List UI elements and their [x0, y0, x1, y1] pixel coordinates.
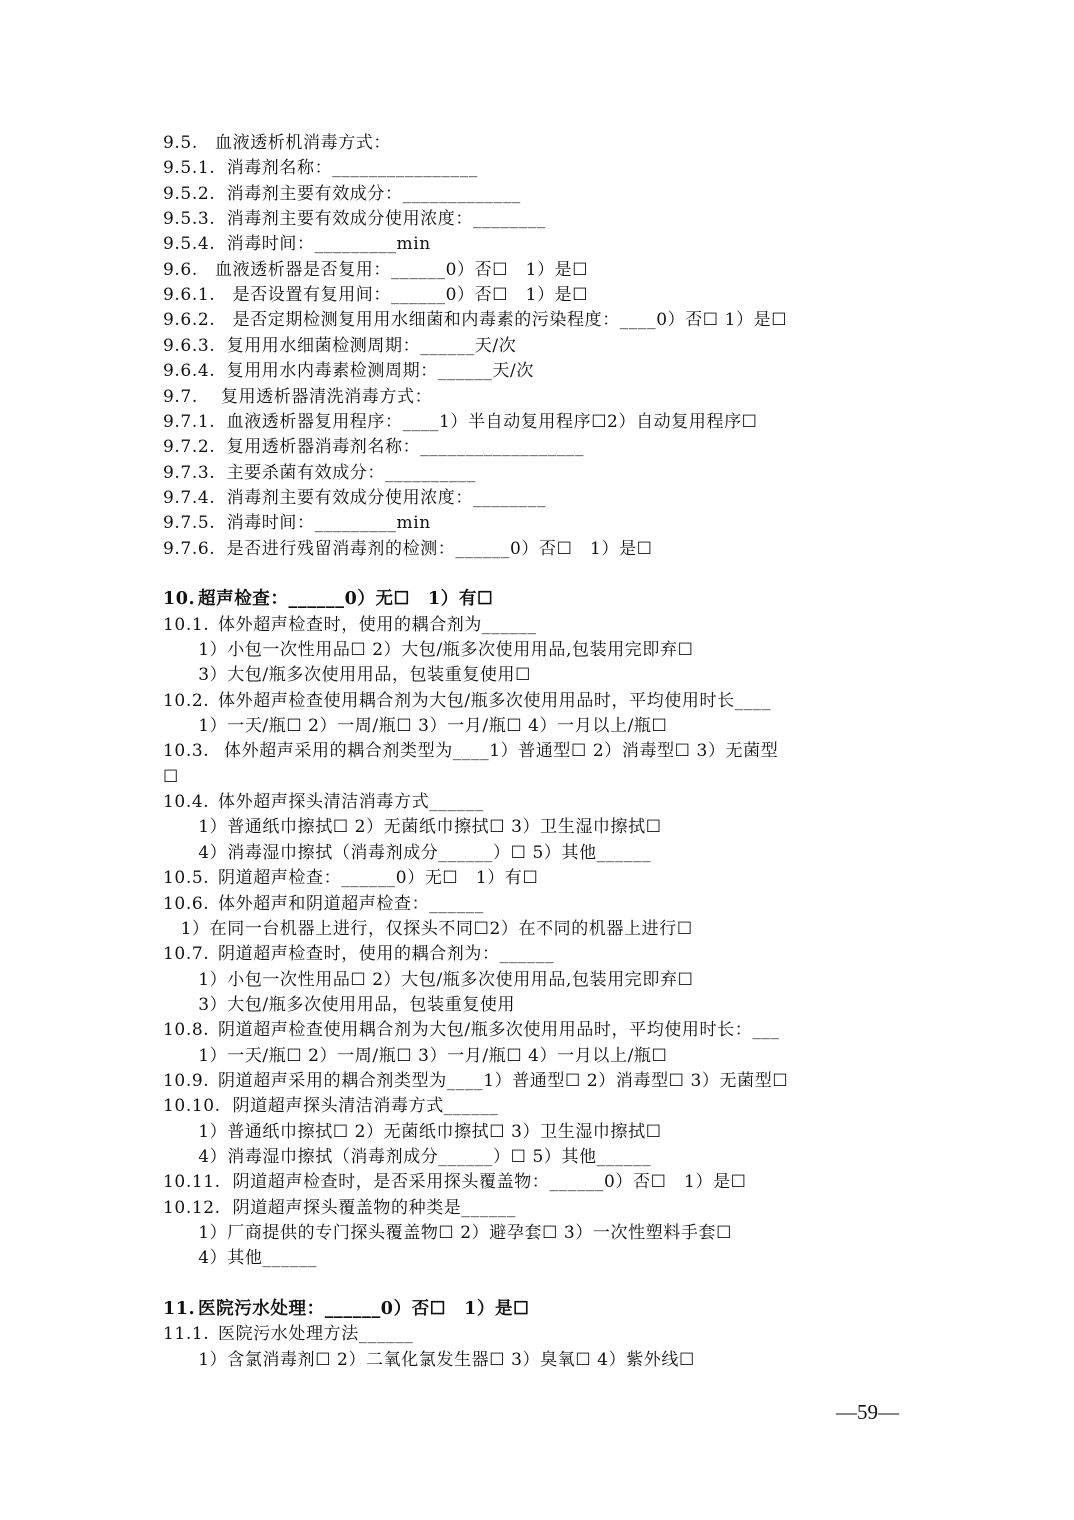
- item-9-6: [0, 258, 1074, 283]
- item-text: 主要杀菌有效成分：__________: [226, 462, 476, 483]
- item-text: 阴道超声探头清洁消毒方式______: [226, 1096, 499, 1117]
- item-10-5: [0, 866, 1074, 891]
- item-9-6-2: [0, 308, 1074, 333]
- item-text: 阴道超声探头覆盖物的种类是______: [226, 1197, 516, 1218]
- item-10-12: [0, 1196, 1074, 1221]
- item-☐: [0, 765, 1074, 790]
- item-number: 9.5.2.: [163, 183, 216, 204]
- item-number: 10.: [163, 589, 196, 610]
- item-9-5: [0, 131, 1074, 156]
- item-text: 消毒剂主要有效成分使用浓度：________: [226, 487, 546, 508]
- item-option-line: [0, 968, 1074, 993]
- item-text: 复用透析器清洗消毒方式：: [215, 386, 433, 407]
- item-option-line: [0, 1348, 1074, 1373]
- item-10-7: [0, 942, 1074, 967]
- item-10-8: [0, 1018, 1074, 1043]
- item-number: 9.7.: [163, 386, 198, 407]
- item-number: 9.5.: [163, 133, 198, 153]
- item-number: 9.6.1.: [163, 285, 216, 306]
- item-text: 血液透析器是否复用：______0）否☐ 1）是☐: [215, 259, 589, 280]
- item-text: 4）消毒湿巾擦拭（消毒剂成分______）☐ 5）其他______: [163, 842, 652, 863]
- item-9-5-2: [0, 182, 1074, 207]
- item-number: 9.5.1.: [163, 158, 216, 179]
- item-text: 是否设置有复用间：______0）否☐ 1）是☐: [226, 285, 589, 306]
- item-option-line: [0, 1221, 1074, 1246]
- item-number: 10.3.: [163, 741, 210, 762]
- item-9-5-4: [0, 232, 1074, 257]
- item-10-2: [0, 689, 1074, 714]
- item-text: 血液透析机消毒方式：: [215, 133, 391, 153]
- item-9-5-3: [0, 207, 1074, 232]
- item-text: 1）一天/瓶☐ 2）一周/瓶☐ 3）一月/瓶☐ 4）一月以上/瓶☐: [163, 1045, 668, 1066]
- item-text: 体外超声检查使用耦合剂为大包/瓶多次使用用品时，平均使用时长____: [218, 690, 772, 711]
- item-9-5-1: [0, 156, 1074, 181]
- item-10-4: [0, 790, 1074, 815]
- item-9-7: [0, 385, 1074, 410]
- item-number: 10.9.: [163, 1070, 210, 1091]
- item-number: 11.1.: [163, 1324, 210, 1345]
- item-text: 阴道超声检查使用耦合剂为大包/瓶多次使用用品时，平均使用时长：___: [218, 1020, 780, 1041]
- item-number: 9.6.4.: [163, 361, 216, 382]
- item-text: 阴道超声检查：______0）无☐ 1）有☐: [218, 868, 539, 889]
- item-text: 体外超声和阴道超声检查：______: [218, 893, 484, 914]
- item-number: 9.6.3.: [163, 335, 216, 356]
- item-9-6-4: [0, 359, 1074, 384]
- item-number: 10.11.: [163, 1172, 221, 1193]
- item-text: 3）大包/瓶多次使用用品，包装重复使用☐: [163, 665, 531, 686]
- item-number: 10.2.: [163, 690, 210, 711]
- item-9-7-6: [0, 537, 1074, 562]
- item-10-1: [0, 613, 1074, 638]
- item-text: 复用用水细菌检测周期：______天/次: [226, 335, 517, 356]
- item-text: 体外超声采用的耦合剂类型为____1）普通型☐ 2）消毒型☐ 3）无菌型: [218, 741, 779, 762]
- item-text: 消毒时间：_________min: [226, 234, 431, 255]
- item-option-line: [0, 1246, 1074, 1271]
- item-number: 10.12.: [163, 1197, 221, 1218]
- item-9-7-5: [0, 511, 1074, 536]
- item-text: 1）厂商提供的专门探头覆盖物☐ 2）避孕套☐ 3）一次性塑料手套☐: [163, 1223, 732, 1244]
- item-option-line: [0, 1044, 1074, 1069]
- item-text: 体外超声探头清洁消毒方式______: [218, 792, 484, 813]
- item-9-6-3: [0, 334, 1074, 359]
- item-number: 9.5.3.: [163, 209, 216, 230]
- item-number: 10.4.: [163, 792, 210, 813]
- item-10-9: [0, 1069, 1074, 1094]
- item-number: 9.6.2.: [163, 310, 216, 331]
- item-number: 9.7.1.: [163, 411, 216, 432]
- item-number: 9.7.6.: [163, 538, 216, 559]
- item-number: 10.10.: [163, 1096, 221, 1117]
- item-text: 阴道超声检查时，是否采用探头覆盖物：______0）否☐ 1）是☐: [226, 1172, 747, 1193]
- item-text: 4）其他______: [163, 1248, 318, 1269]
- item-9-7-2: [0, 435, 1074, 460]
- item-number: 10.8.: [163, 1020, 210, 1041]
- item-option-line: [0, 841, 1074, 866]
- item-text: 阴道超声采用的耦合剂类型为____1）普通型☐ 2）消毒型☐ 3）无菌型☐: [218, 1070, 789, 1091]
- item-number: 11.: [163, 1299, 196, 1320]
- item-9-7-4: [0, 486, 1074, 511]
- item-10-11: [0, 1170, 1074, 1195]
- item-10-10: [0, 1094, 1074, 1119]
- item-number: 9.7.5.: [163, 513, 216, 534]
- item-10-3: [0, 739, 1074, 764]
- item-text: 超声检查：______0）无☐ 1）有☐: [198, 589, 494, 610]
- item-number: 9.7.2.: [163, 437, 216, 458]
- item-option-line: [0, 663, 1074, 688]
- item-text: 消毒时间：_________min: [226, 513, 431, 534]
- item-text: 4）消毒湿巾擦拭（消毒剂成分______）☐ 5）其他______: [163, 1147, 652, 1167]
- item-text: 复用透析器消毒剂名称：__________________: [226, 437, 584, 458]
- item-text: 阴道超声检查时，使用的耦合剂为：______: [218, 944, 555, 965]
- item-text: 体外超声检查时，使用的耦合剂为______: [218, 614, 537, 635]
- item-option-line: [0, 1120, 1074, 1145]
- item-text: 1）在同一台机器上进行，仅探头不同☐2）在不同的机器上进行☐: [163, 918, 693, 939]
- item-11-1: [0, 1322, 1074, 1347]
- item-number: 9.6.: [163, 259, 198, 280]
- item-10-6: [0, 892, 1074, 917]
- item-9-7-3: [0, 461, 1074, 486]
- item-option-line: [0, 638, 1074, 663]
- item-9-7-1: [0, 410, 1074, 435]
- item-text: 1）普通纸巾擦拭☐ 2）无菌纸巾擦拭☐ 3）卫生湿巾擦拭☐: [163, 1121, 662, 1142]
- item-text: 血液透析器复用程序：____1）半自动复用程序☐2）自动复用程序☐: [226, 411, 758, 432]
- item-10: [0, 587, 1074, 612]
- item-number: 10.5.: [163, 868, 210, 889]
- item-number: 10.6.: [163, 893, 210, 914]
- item-number: 9.7.4.: [163, 487, 216, 508]
- item-text: 1）小包一次性用品☐ 2）大包/瓶多次使用用品,包装用完即弃☐: [163, 969, 694, 990]
- item-option-line: [0, 1145, 1074, 1170]
- item-text: 消毒剂主要有效成分使用浓度：________: [226, 209, 546, 230]
- item-option-line: [0, 917, 1074, 942]
- item-text: 1）含氯消毒剂☐ 2）二氧化氯发生器☐ 3）臭氧☐ 4）紫外线☐: [163, 1349, 695, 1370]
- item-number: 9.5.4.: [163, 234, 216, 255]
- page-number: —59—: [836, 1400, 899, 1424]
- item-text: 1）一天/瓶☐ 2）一周/瓶☐ 3）一月/瓶☐ 4）一月以上/瓶☐: [163, 716, 668, 737]
- item-number: 10.1.: [163, 614, 210, 635]
- item-text: 医院污水处理方法______: [218, 1324, 414, 1345]
- item-text: 是否进行残留消毒剂的检测：______0）否☐ 1）是☐: [226, 538, 653, 559]
- item-option-line: [0, 815, 1074, 840]
- item-text: 3）大包/瓶多次使用用品，包装重复使用: [163, 994, 516, 1015]
- item-option-line: [0, 993, 1074, 1018]
- item-11: [0, 1297, 1074, 1322]
- item-option-line: [0, 714, 1074, 739]
- item-number: 10.7.: [163, 944, 210, 965]
- item-9-6-1: [0, 283, 1074, 308]
- item-text: 1）普通纸巾擦拭☐ 2）无菌纸巾擦拭☐ 3）卫生湿巾擦拭☐: [163, 817, 662, 838]
- item-text: 1）小包一次性用品☐ 2）大包/瓶多次使用用品,包装用完即弃☐: [163, 640, 694, 660]
- item-text: 消毒剂名称：________________: [226, 158, 478, 179]
- item-text: 医院污水处理：______0）否☐ 1）是☐: [198, 1299, 530, 1320]
- item-text: 复用用水内毒素检测周期：______天/次: [226, 361, 534, 382]
- item-number: ☐: [163, 766, 179, 787]
- item-text: 消毒剂主要有效成分：_____________: [226, 183, 521, 204]
- item-number: 9.7.3.: [163, 462, 216, 483]
- item-text: 是否定期检测复用用水细菌和内毒素的污染程度：____0）否☐ 1）是☐: [226, 310, 788, 331]
